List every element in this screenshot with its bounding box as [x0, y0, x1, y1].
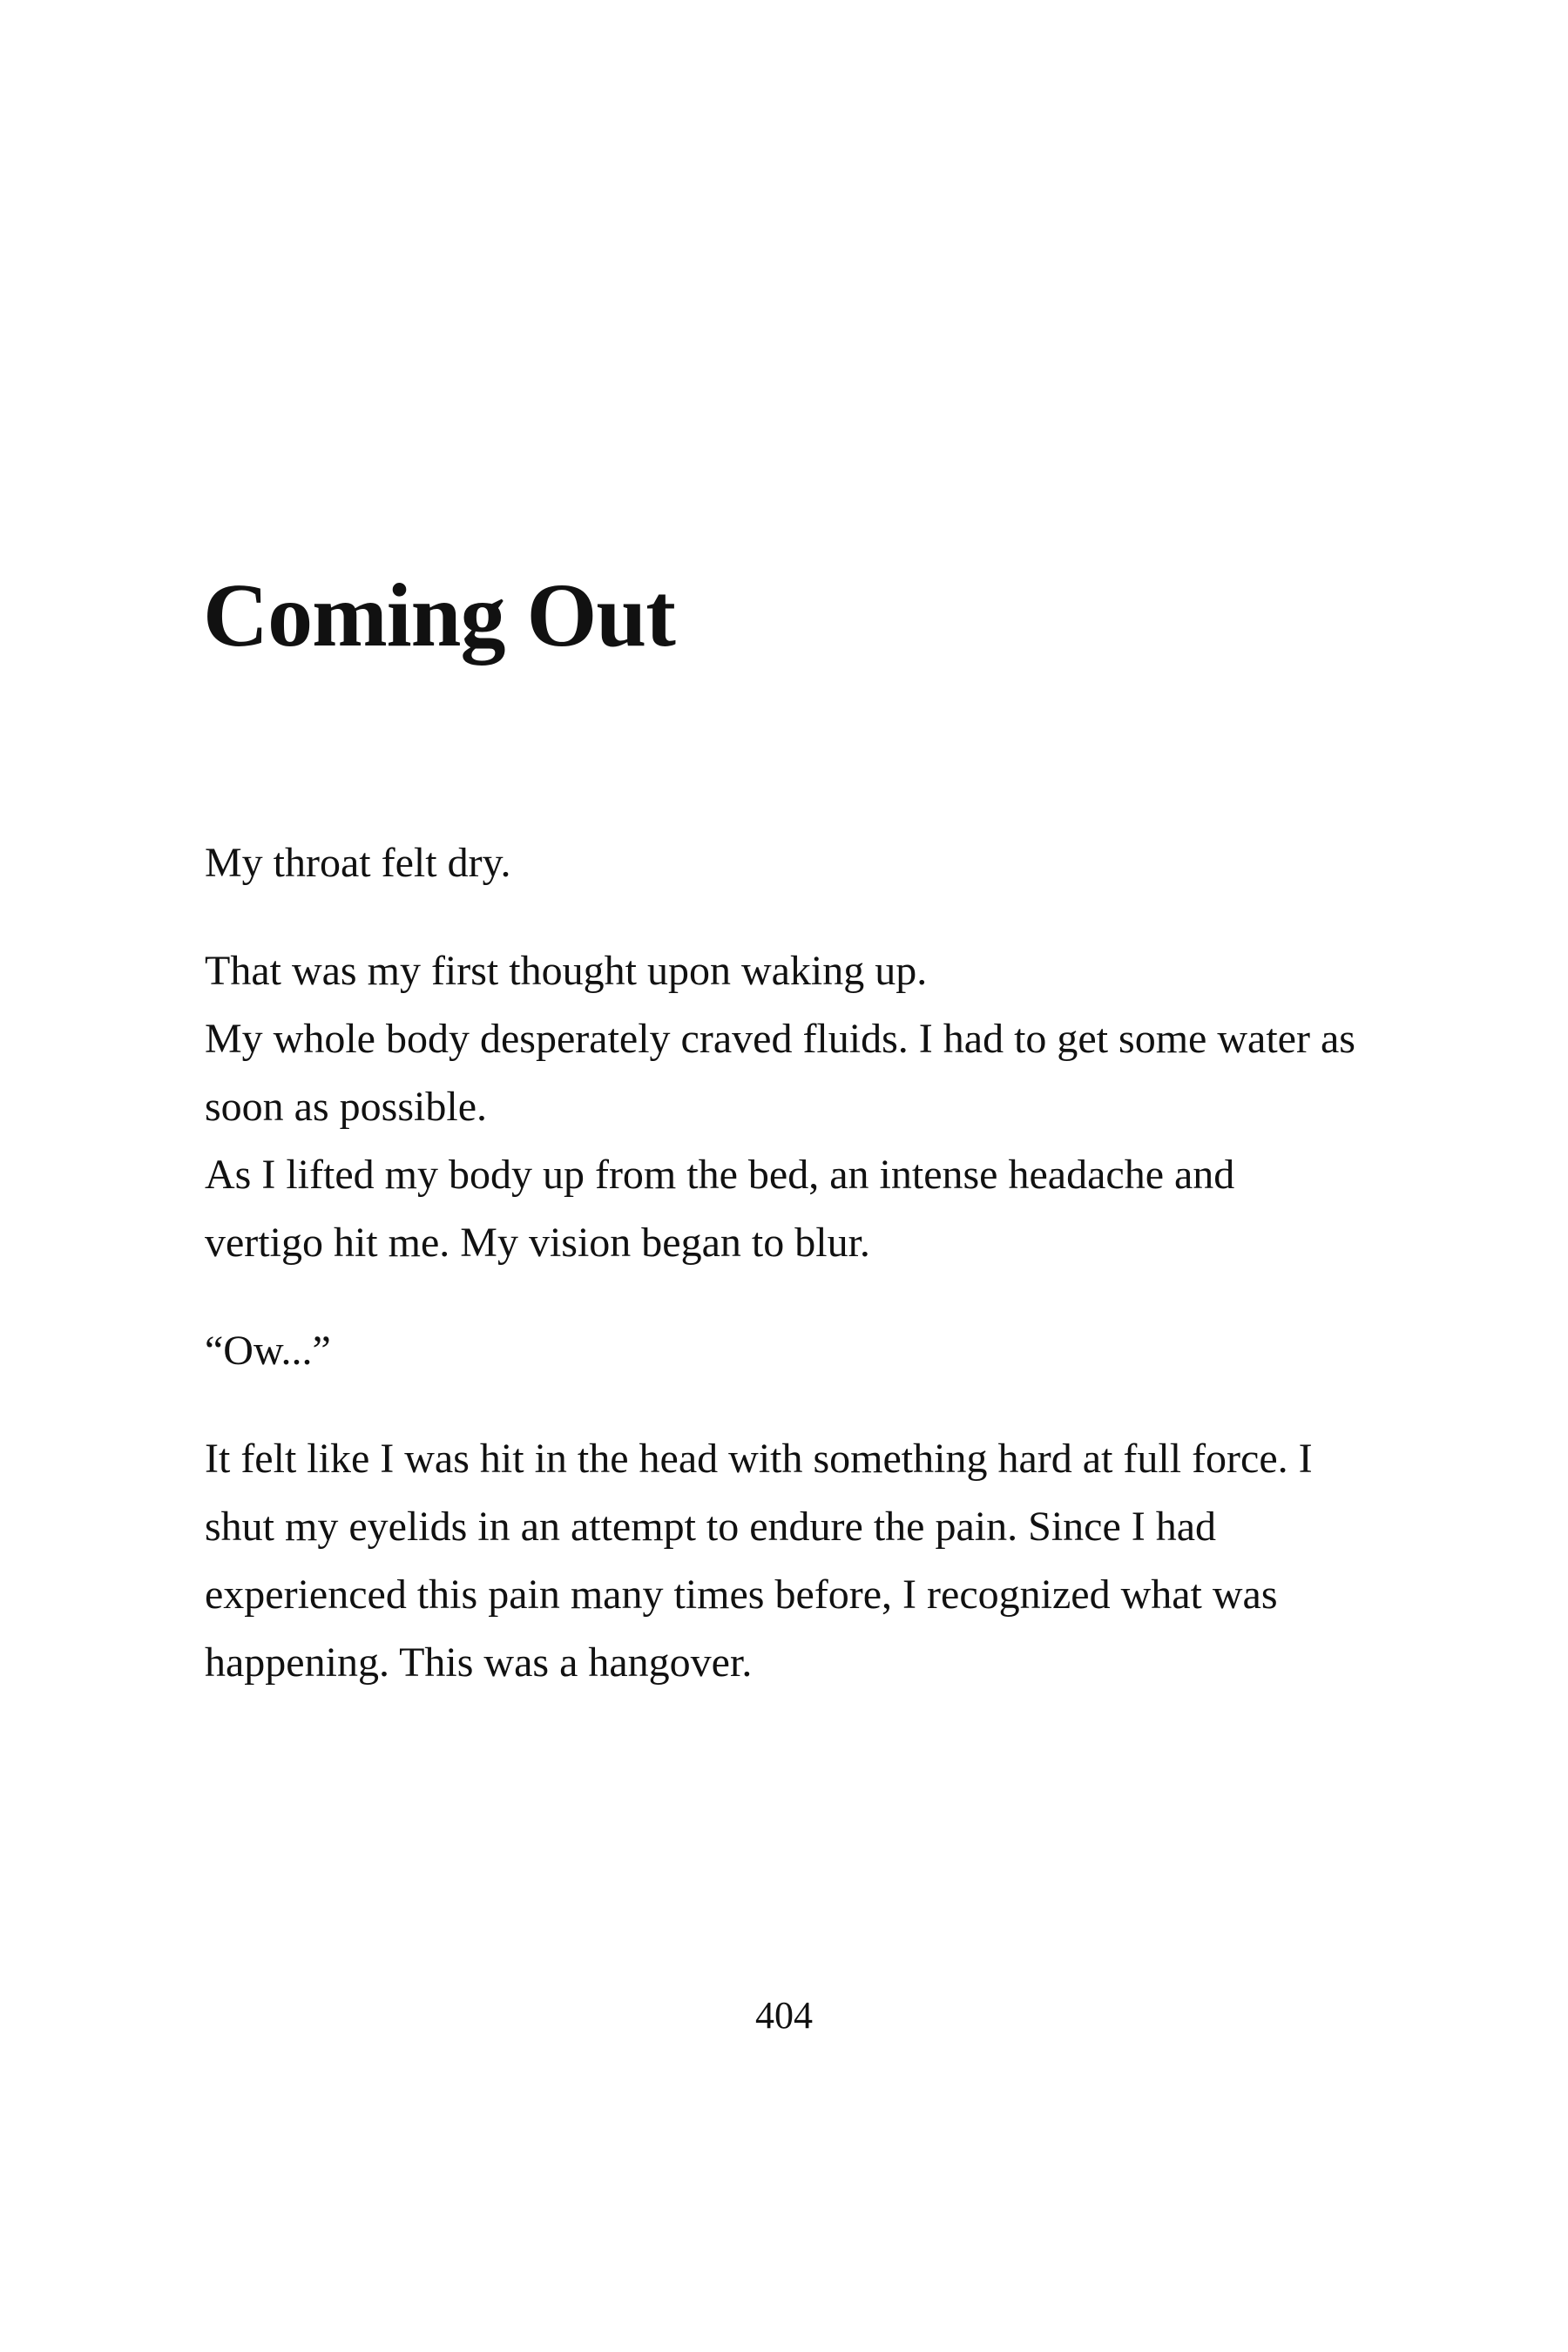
paragraph: My whole body desperately craved fluids. I had to get some water as soon as possible. — [205, 1016, 1355, 1130]
paragraph: As I lifted my body up from the bed, an intense headache and vertigo hit me. My vision began to blur. — [205, 1152, 1235, 1266]
dialogue-line: “Ow...” — [205, 1328, 331, 1374]
paragraph: It felt like I was hit in the head with something hard at full force. I shut my eyelids in an attempt to endure the pain. Since I had experienced this pain many times before, I recognized what was happening. This was a hangover. — [205, 1436, 1313, 1686]
page-number: 404 — [755, 1994, 813, 2037]
paragraph: That was my first thought upon waking up. — [205, 948, 928, 994]
chapter-body — [205, 829, 1363, 1697]
chapter-title: Coming Out — [203, 565, 675, 666]
paragraph: My throat felt dry. — [205, 840, 511, 886]
